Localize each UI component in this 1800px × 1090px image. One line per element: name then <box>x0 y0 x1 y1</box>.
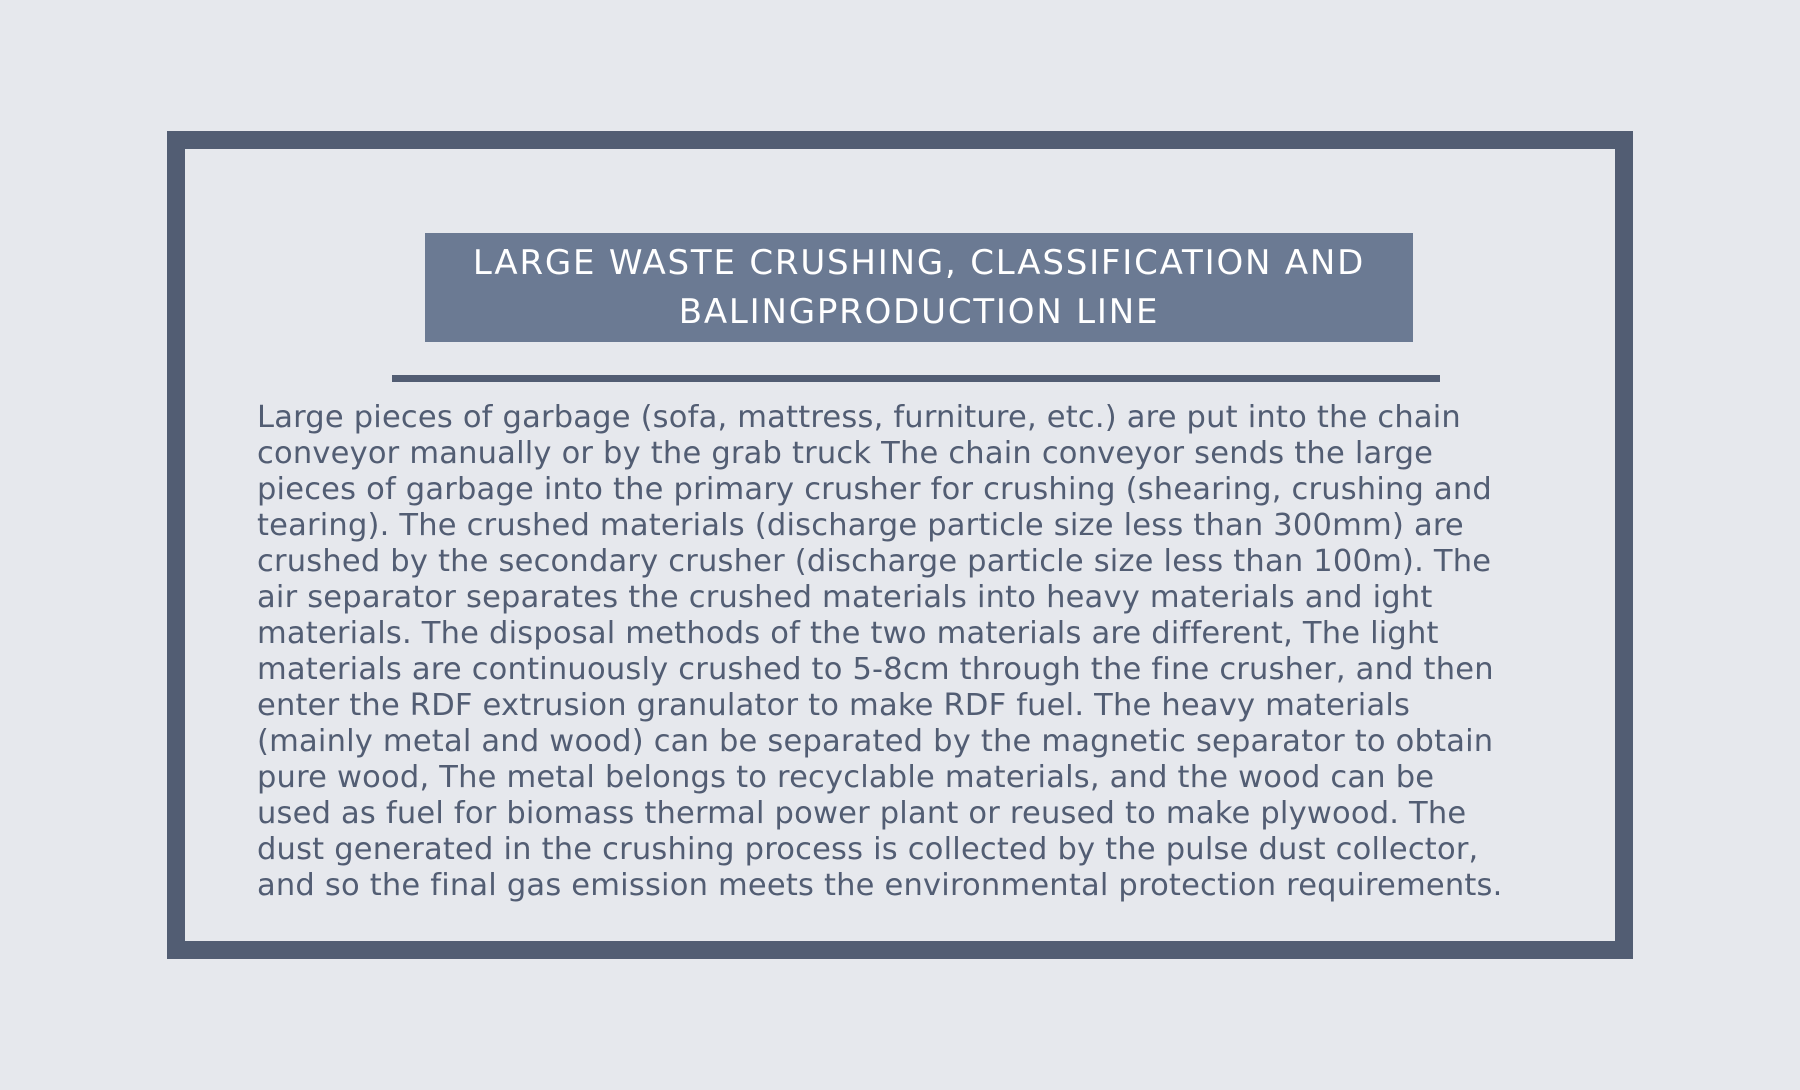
title-divider <box>392 375 1440 382</box>
document-frame <box>167 131 1633 959</box>
description-paragraph: Large pieces of garbage (sofa, mattress, furniture, etc.) are put into the chain conveyor manually or by the grab truck The chain conveyor sends the large pieces of garbage into the primary crusher for crushing (shearing, crushing and tearing). The crushed materials (discharge particle size less than 300mm) are crushed by the secondary crusher (discharge particle size less than 100m). The air separator separates the crushed materials into heavy materials and ight materials. The disposal methods of the two materials are different, The light materials are continuously crushed to 5-8cm through the fine crusher, and then enter the RDF extrusion granulator to make RDF fuel. The heavy materials (mainly metal and wood) can be separated by the magnetic separator to obtain pure wood, The metal belongs to recyclable materials, and the wood can be used as fuel for biomass thermal power plant or reused to make plywood. The dust generated in the crushing process is collected by the pulse dust collector, and so the final gas emission meets the environmental protection requirements. <box>257 400 1503 903</box>
document-title: LARGE WASTE CRUSHING, CLASSIFICATION AND BALINGPRODUCTION LINE <box>472 242 1366 332</box>
title-banner <box>425 233 1413 342</box>
